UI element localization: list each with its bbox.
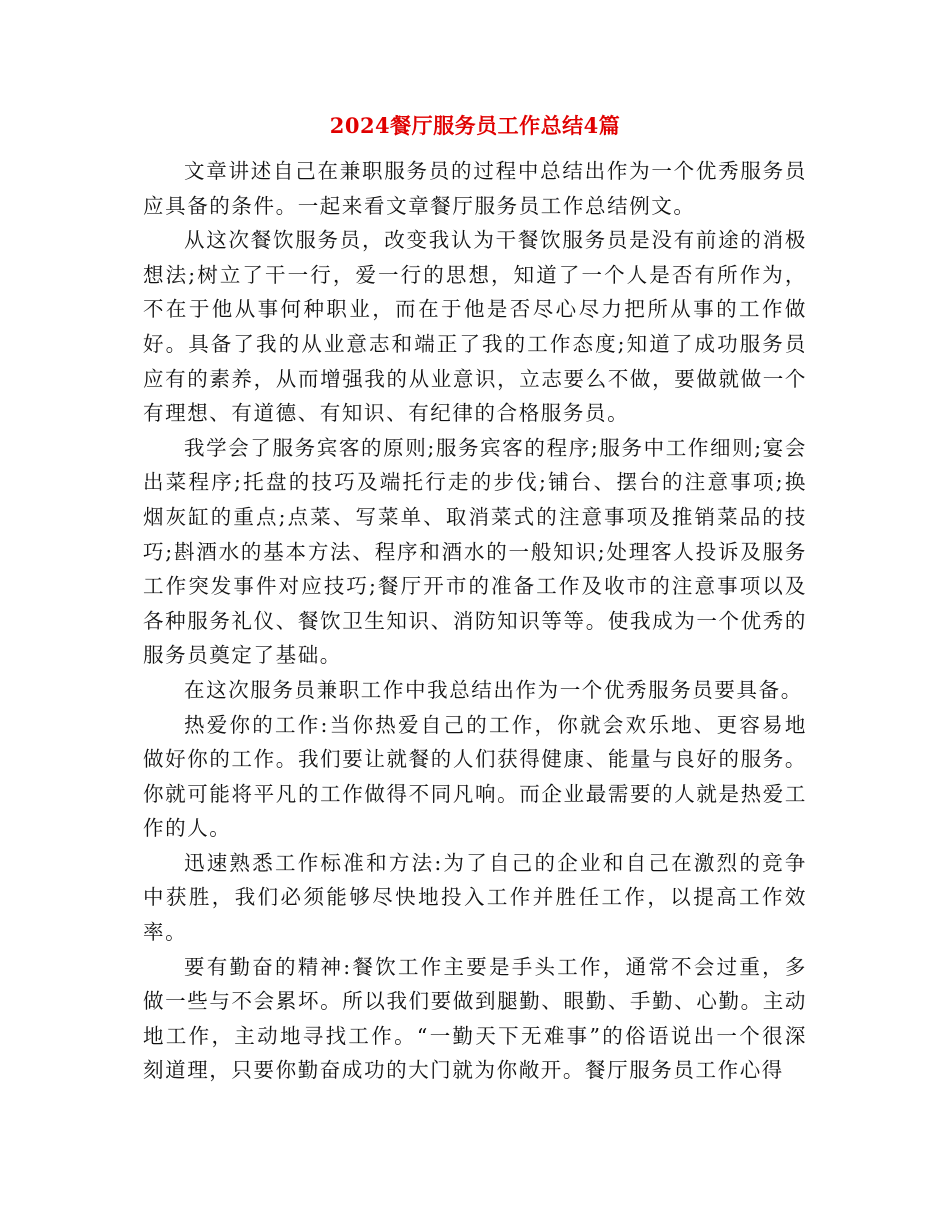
- paragraph-change-of-mind: 从这次餐饮服务员，改变我认为干餐饮服务员是没有前途的消极想法;树立了干一行，爱一行的思想，知道了一个人是否有所作为，不在于他从事何种职业，而在于他是否尽心尽力把所从事的工作做好。具备了我的从业意志和端正了我的工作态度;知道了成功服务员应有的素养，从而增强我的从业意识，立志要么不做，要做就做一个有理想、有道德、有知识、有纪律的合格服务员。: [143, 228, 807, 426]
- document-body: [143, 154, 807, 1088]
- paragraph-learn-standards: 迅速熟悉工作标准和方法:为了自己的企业和自己在激烈的竞争中获胜，我们必须能够尽快地投入工作并胜任工作，以提高工作效率。: [143, 850, 807, 945]
- paragraph-skills-learned: 我学会了服务宾客的原则;服务宾客的程序;服务中工作细则;宴会出菜程序;托盘的技巧及端托行走的步伐;铺台、摆台的注意事项;换烟灰缸的重点;点菜、写菜单、取消菜式的注意事项及推销菜品的技巧;斟酒水的基本方法、程序和酒水的一般知识;处理客人投诉及服务工作突发事件对应技巧;餐厅开市的准备工作及收市的注意事项以及各种服务礼仪、餐饮卫生知识、消防知识等等。使我成为一个优秀的服务员奠定了基础。: [143, 435, 807, 668]
- paragraph-intro: 文章讲述自己在兼职服务员的过程中总结出作为一个优秀服务员应具备的条件。一起来看文章餐厅服务员工作总结例文。: [143, 159, 807, 218]
- document-title: 2024餐厅服务员工作总结4篇: [329, 113, 621, 138]
- paragraph-diligence: 要有勤奋的精神:餐饮工作主要是手头工作，通常不会过重，多做一些与不会累坏。所以我们要做到腿勤、眼勤、手勤、心勤。主动地工作，主动地寻找工作。“一勤天下无难事”的俗语说出一个很深刻道理，只要你勤奋成功的大门就为你敞开。餐厅服务员工作心得: [143, 954, 807, 1083]
- paragraph-summary-lead: 在这次服务员兼职工作中我总结出作为一个优秀服务员要具备。: [184, 677, 803, 702]
- paragraph-love-work: 热爱你的工作:当你热爱自己的工作，你就会欢乐地、更容易地做好你的工作。我们要让就餐的人们获得健康、能量与良好的服务。你就可能将平凡的工作做得不同凡响。而企业最需要的人就是热爱工作的人。: [143, 712, 807, 841]
